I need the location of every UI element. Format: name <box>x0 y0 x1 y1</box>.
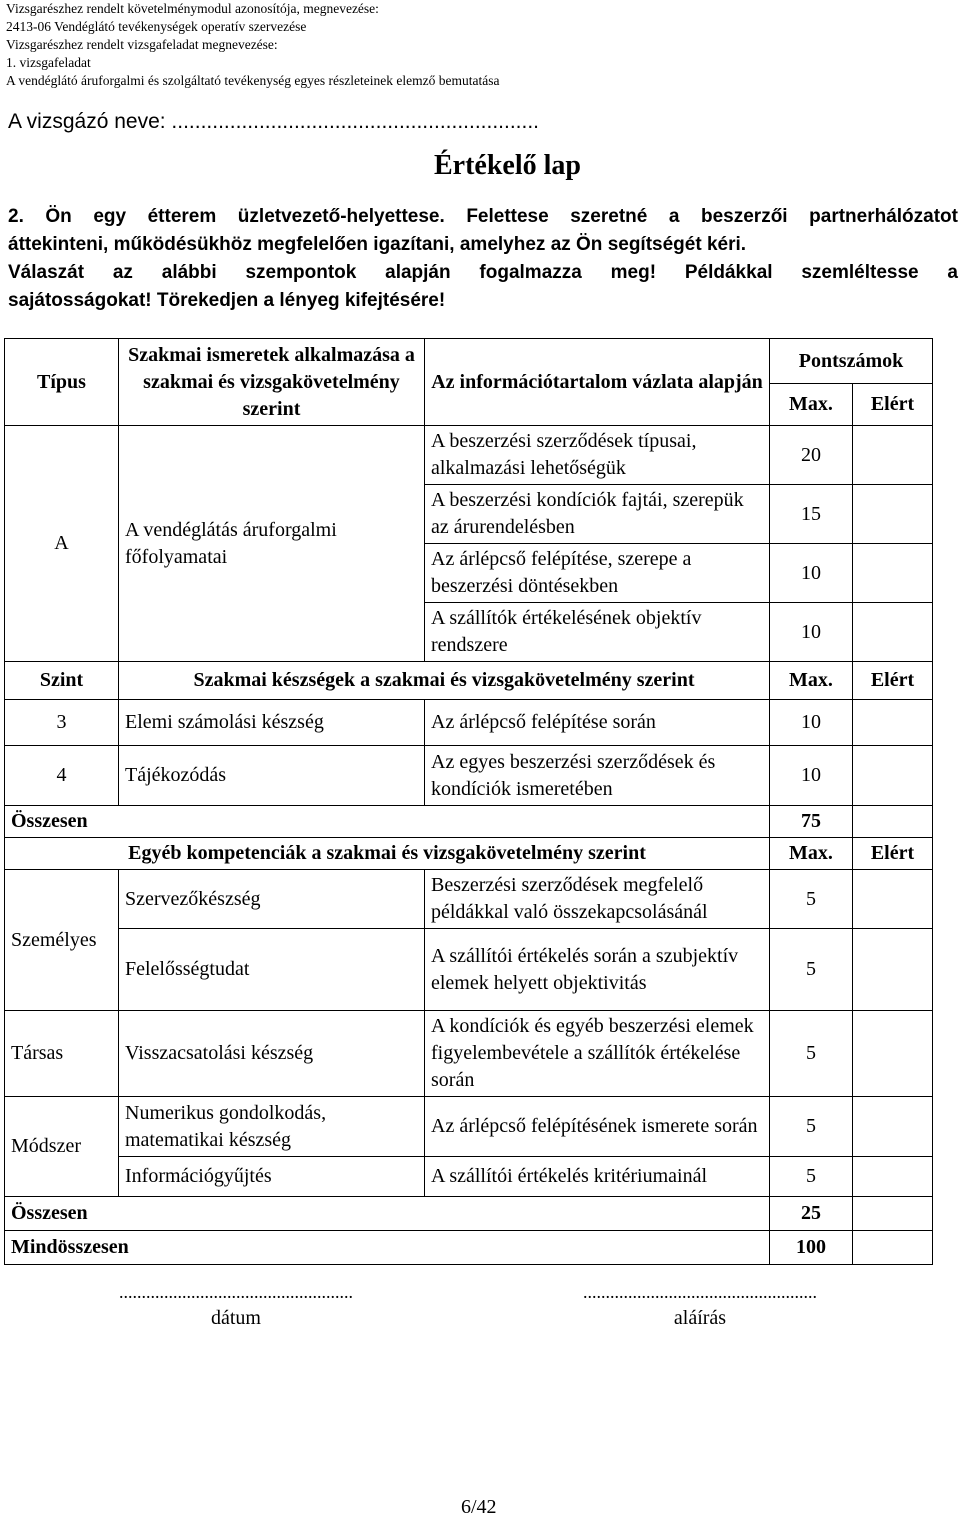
date-label: dátum <box>211 1307 261 1329</box>
other-competencies-header: Egyéb kompetenciák a szakmai és vizsgakövetelmény szerint <box>5 838 770 870</box>
col-header-achieved: Elért <box>853 838 933 870</box>
col-header-max: Max. <box>770 662 853 700</box>
skill-description: Az egyes beszerzési szerződések és kondíciók ismeretében <box>425 746 770 806</box>
achieved-points <box>853 1097 933 1157</box>
outline-item: A beszerzési szerződések típusai, alkalmazási lehetőségük <box>425 426 770 485</box>
skills-level-header: Szint <box>5 662 119 700</box>
task-line: 2. Ön egy étterem üzletvezető-helyettese. Felettese szeretné a beszerzői partnerhálózatot <box>8 206 958 227</box>
max-points: 10 <box>770 603 853 662</box>
achieved-points <box>853 1197 933 1231</box>
max-points: 5 <box>770 1011 853 1097</box>
signature-dots: .................................................... <box>583 1282 817 1302</box>
competency-name: Numerikus gondolkodás, matematikai készség <box>119 1097 425 1157</box>
col-header-points: Pontszámok <box>770 339 933 384</box>
task-line: Válaszát az alábbi szempontok alapján fogalmazza meg! Példákkal szemléltesse a <box>8 262 958 283</box>
header-line: Vizsgarészhez rendelt vizsgafeladat megnevezése: <box>6 37 278 52</box>
achieved-points <box>853 806 933 838</box>
col-header-type: Típus <box>5 339 119 426</box>
max-points: 10 <box>770 544 853 603</box>
col-header-knowledge: Szakmai ismeretek alkalmazása a szakmai és vizsgakövetelmény szerint <box>119 339 425 426</box>
header-line: Vizsgarészhez rendelt követelménymodul azonosítója, megnevezése: <box>6 1 379 16</box>
skill-level: 3 <box>5 700 119 746</box>
evaluation-table <box>4 338 933 1265</box>
competency-name: Felelősségtudat <box>119 929 425 1011</box>
grand-total-label: Mindösszesen <box>5 1231 770 1265</box>
date-signature-block <box>96 1282 376 1330</box>
skill-name: Tájékozódás <box>119 746 425 806</box>
max-points: 10 <box>770 700 853 746</box>
col-header-max: Max. <box>770 838 853 870</box>
max-points: 5 <box>770 1097 853 1157</box>
skill-name: Elemi számolási készség <box>119 700 425 746</box>
date-dots: .................................................... <box>119 1282 353 1302</box>
competency-name: Szervezőkészség <box>119 870 425 929</box>
subtotal-value: 25 <box>770 1197 853 1231</box>
candidate-name-field: A vizsgázó neve: ............................................................... <box>8 110 539 133</box>
max-points: 5 <box>770 929 853 1011</box>
page-title: Értékelő lap <box>434 150 581 181</box>
competency-group: Társas <box>5 1011 119 1097</box>
col-header-max: Max. <box>770 384 853 426</box>
col-header-outline: Az információtartalom vázlata alapján <box>425 339 770 426</box>
competency-name: Információgyűjtés <box>119 1157 425 1197</box>
max-points: 20 <box>770 426 853 485</box>
col-header-achieved: Elért <box>853 662 933 700</box>
max-points: 15 <box>770 485 853 544</box>
subtotal-label: Összesen <box>5 1197 770 1231</box>
col-header-achieved: Elért <box>853 384 933 426</box>
knowledge-topic: A vendéglátás áruforgalmi főfolyamatai <box>119 426 425 662</box>
skill-description: Az árlépcső felépítése során <box>425 700 770 746</box>
task-line: áttekinteni, működésükhöz megfelelően igazítani, amelyhez az Ön segítségét kéri. <box>8 234 747 255</box>
task-description <box>8 203 958 315</box>
type-value: A <box>5 426 119 662</box>
competency-description: A szállítói értékelés során a szubjektív elemek helyett objektivitás <box>425 929 770 1011</box>
competency-description: A szállítói értékelés kritériumainál <box>425 1157 770 1197</box>
skills-header: Szakmai készségek a szakmai és vizsgakövetelmény szerint <box>119 662 770 700</box>
subtotal-label: Összesen <box>5 806 770 838</box>
outline-item: A szállítók értékelésének objektív rendszere <box>425 603 770 662</box>
header-line: 1. vizsgafeladat <box>6 55 91 70</box>
skill-level: 4 <box>5 746 119 806</box>
outline-item: Az árlépcső felépítése, szerepe a beszerzési döntésekben <box>425 544 770 603</box>
task-line: sajátosságokat! Törekedjen a lényeg kifejtésére! <box>8 290 446 311</box>
competency-group: Módszer <box>5 1097 119 1197</box>
competency-name: Visszacsatolási készség <box>119 1011 425 1097</box>
page-number: 6/42 <box>461 1496 497 1518</box>
achieved-points <box>853 929 933 1011</box>
competency-group: Személyes <box>5 870 119 1011</box>
header-line: A vendéglátó áruforgalmi és szolgáltató tevékenység egyes részleteinek elemző bemutatása <box>6 73 500 88</box>
signature-label: aláírás <box>673 1307 727 1329</box>
grand-total-value: 100 <box>770 1231 853 1265</box>
achieved-points <box>853 603 933 662</box>
max-points: 5 <box>770 1157 853 1197</box>
header-line: 2413-06 Vendéglátó tevékenységek operatív szervezése <box>6 19 307 34</box>
signature-block <box>560 1282 840 1330</box>
achieved-points <box>853 485 933 544</box>
document-header <box>6 0 499 90</box>
achieved-points <box>853 870 933 929</box>
competency-description: Az árlépcső felépítésének ismerete során <box>425 1097 770 1157</box>
competency-description: Beszerzési szerződések megfelelő példákkal való összekapcsolásánál <box>425 870 770 929</box>
achieved-points <box>853 1011 933 1097</box>
achieved-points <box>853 426 933 485</box>
outline-item: A beszerzési kondíciók fajtái, szerepük az árurendelésben <box>425 485 770 544</box>
competency-description: A kondíciók és egyéb beszerzési elemek figyelembevétele a szállítók értékelése során <box>425 1011 770 1097</box>
achieved-points <box>853 746 933 806</box>
achieved-points <box>853 1157 933 1197</box>
max-points: 5 <box>770 870 853 929</box>
achieved-points <box>853 544 933 603</box>
achieved-points <box>853 1231 933 1265</box>
max-points: 10 <box>770 746 853 806</box>
achieved-points <box>853 700 933 746</box>
subtotal-value: 75 <box>770 806 853 838</box>
